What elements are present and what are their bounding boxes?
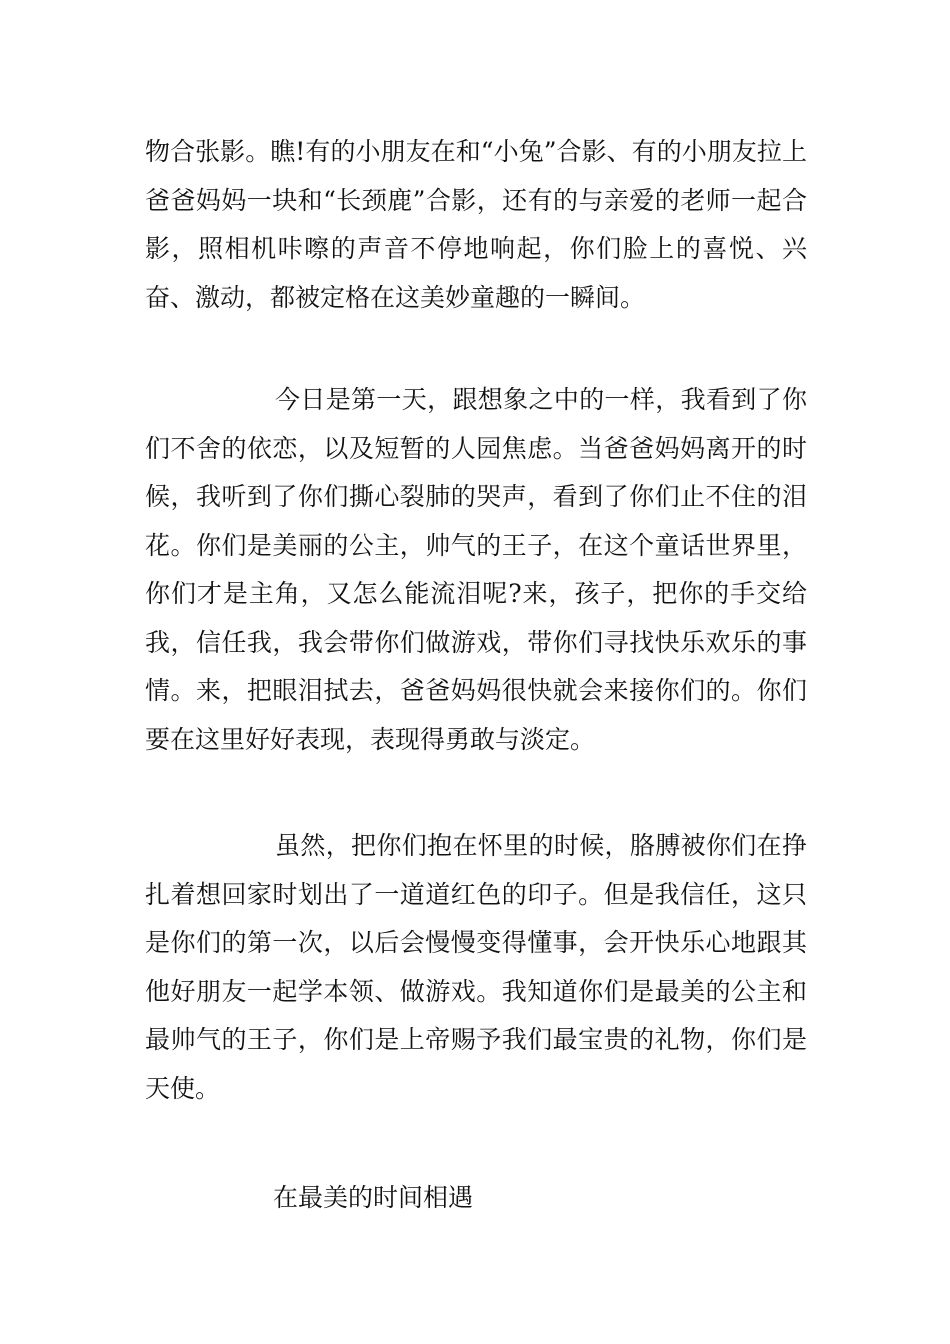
paragraph-3: 虽然，把你们抱在怀里的时候，胳膊被你们在挣扎着想回家时划出了一道道红色的印子。但是我信任，这只是你们的第一次，以后会慢慢变得懂事，会开快乐心地跟其他好朋友一起学本领、做游戏。我知道你们是最美的公主和最帅气的王子，你们是上帝赐予我们最宝贵的礼物，你们是天使。 [145, 831, 807, 1103]
paragraph-2: 今日是第一天，跟想象之中的一样，我看到了你们不舍的依恋，以及短暂的人园焦虑。当爸爸妈妈离开的时候，我听到了你们撕心裂肺的哭声，看到了你们止不住的泪花。你们是美丽的公主，帅气的王子，在这个童话世界里，你们才是主角，又怎么能流泪呢?来，孩子，把你的手交给我，信任我，我会带你们做游戏，带你们寻找快乐欢乐的事情。来，把眼泪拭去，爸爸妈妈很快就会来接你们的。你们要在这里好好表现，表现得勇敢与淡定。 [145, 385, 807, 754]
section-heading: 在最美的时间相遇 [273, 1183, 474, 1212]
paragraph-1: 物合张影。瞧!有的小朋友在和“小兔”合影、有的小朋友拉上爸爸妈妈一块和“长颈鹿”合影，还有的与亲爱的老师一起合影，照相机咔嚓的声音不停地响起，你们脸上的喜悦、兴奋、激动，都被定格在这美妙童趣的一瞬间。 [145, 137, 807, 312]
